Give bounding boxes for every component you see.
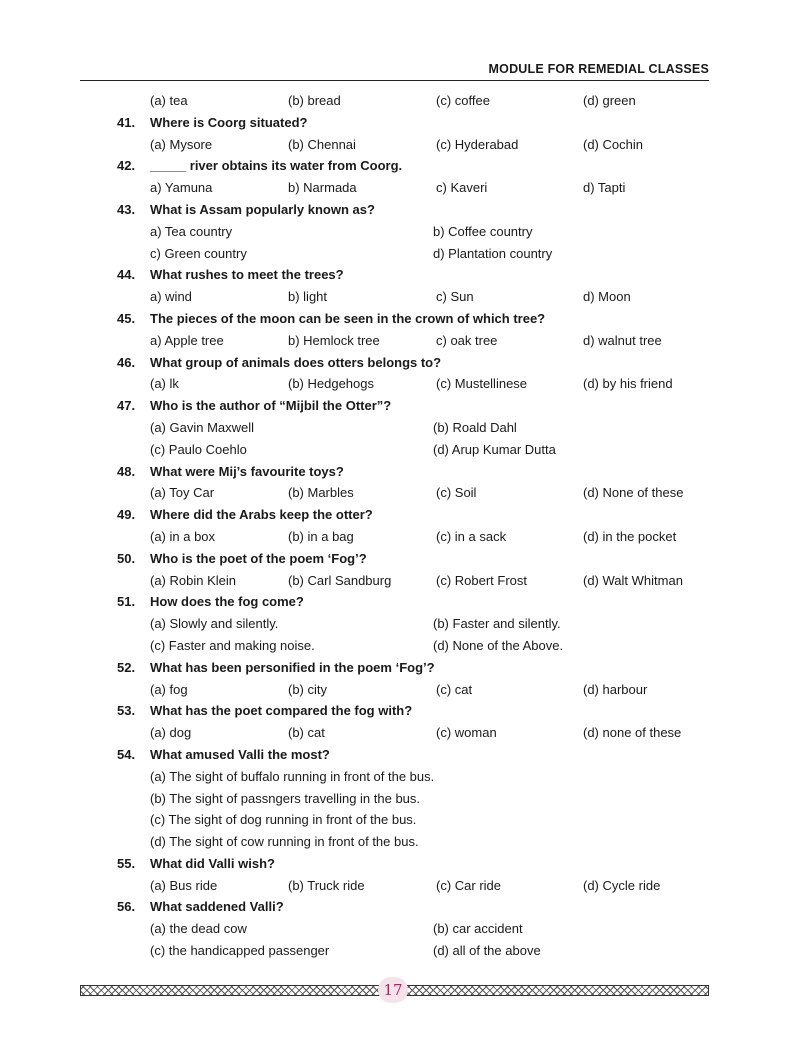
options-row — [0, 482, 787, 504]
answer-option: (c) Hyderabad — [436, 136, 519, 152]
answer-option: (b) The sight of passngers travelling in the bus. — [150, 790, 421, 806]
answer-option: (a) Mysore — [150, 136, 213, 152]
answer-option: (d) None of the Above. — [433, 637, 564, 653]
options-row — [0, 613, 787, 635]
answer-option: (b) Roald Dahl — [433, 419, 517, 435]
question-row — [0, 744, 787, 766]
question-text: What saddened Valli? — [150, 899, 284, 915]
answer-option: b) Coffee country — [433, 223, 533, 239]
answer-option: c) Kaveri — [436, 180, 488, 196]
options-row — [0, 526, 787, 548]
options-row — [0, 439, 787, 461]
question-row — [0, 504, 787, 526]
answer-option: (d) in the pocket — [583, 528, 677, 544]
options-row — [0, 286, 787, 308]
question-text: What has the poet compared the fog with? — [150, 703, 413, 719]
answer-option: b) Hemlock tree — [288, 332, 380, 348]
answer-option: (b) Marbles — [288, 485, 354, 501]
options-row — [0, 570, 787, 592]
options-row — [0, 177, 787, 199]
question-number: 42. — [117, 158, 136, 174]
answer-option: (c) coffee — [436, 93, 490, 108]
answer-option: (a) Toy Car — [150, 485, 215, 501]
options-row — [0, 788, 787, 810]
answer-option: (b) Faster and silently. — [433, 616, 561, 632]
answer-option: (b) cat — [288, 725, 325, 741]
question-number: 56. — [117, 899, 136, 915]
answer-option: (c) Robert Frost — [436, 572, 528, 588]
answer-option: (a) fog — [150, 681, 188, 697]
answer-option: d) Plantation country — [433, 245, 553, 261]
answer-option: c) Green country — [150, 245, 247, 261]
question-row — [0, 264, 787, 286]
answer-option: d) walnut tree — [583, 332, 662, 348]
answer-option: (c) Soil — [436, 485, 477, 501]
answer-option: (c) The sight of dog running in front of the bus. — [150, 812, 417, 828]
options-row — [0, 134, 787, 156]
answer-option: (c) Mustellinese — [436, 376, 528, 392]
question-row — [0, 548, 787, 570]
question-text: What amused Valli the most? — [150, 746, 330, 762]
question-number: 53. — [117, 703, 136, 719]
answer-option: a) wind — [150, 289, 192, 305]
options-row — [0, 635, 787, 657]
answer-option: (a) Slowly and silently. — [150, 616, 279, 632]
question-text: The pieces of the moon can be seen in the crown of which tree? — [150, 310, 546, 326]
answer-option: (c) cat — [436, 681, 473, 697]
answer-option: (b) Truck ride — [288, 877, 365, 893]
question-number: 41. — [117, 114, 136, 130]
answer-option: b) Narmada — [288, 180, 357, 196]
question-row — [0, 199, 787, 221]
question-text: What did Valli wish? — [150, 855, 275, 871]
question-number: 50. — [117, 550, 136, 566]
question-text: What were Mij’s favourite toys? — [150, 463, 344, 479]
answer-option: a) Yamuna — [150, 180, 213, 196]
question-text: What rushes to meet the trees? — [150, 267, 344, 283]
question-row — [0, 352, 787, 374]
answer-option: (c) Car ride — [436, 877, 502, 893]
options-row — [0, 875, 787, 897]
question-row — [0, 308, 787, 330]
answer-option: (d) Cochin — [583, 136, 643, 152]
answer-option: d) Moon — [583, 289, 631, 305]
answer-option: (b) Hedgehogs — [288, 376, 374, 392]
answer-option: (d) The sight of cow running in front of the bus. — [150, 834, 419, 850]
answer-option: (a) The sight of buffalo running in front of the bus. — [150, 768, 435, 784]
question-text: Who is the poet of the poem ‘Fog’? — [150, 550, 367, 566]
question-text: Where did the Arabs keep the otter? — [150, 507, 373, 523]
options-row — [0, 90, 787, 112]
question-row — [0, 461, 787, 483]
answer-option: (d) none of these — [583, 725, 682, 741]
answer-option: (d) None of these — [583, 485, 684, 501]
question-number: 46. — [117, 354, 136, 370]
question-text: Who is the author of “Mijbil the Otter”? — [150, 398, 392, 414]
answer-option: a) Apple tree — [150, 332, 224, 348]
question-number: 54. — [117, 746, 136, 762]
answer-option: (c) Faster and making noise. — [150, 637, 315, 653]
answer-option: (d) Cycle ride — [583, 877, 661, 893]
answer-option: (a) Bus ride — [150, 877, 218, 893]
question-text: What group of animals does otters belongs to? — [150, 354, 442, 370]
answer-option: (b) in a bag — [288, 528, 354, 544]
question-text: _____ river obtains its water from Coorg. — [150, 158, 403, 174]
question-number: 48. — [117, 463, 136, 479]
options-row — [0, 809, 787, 831]
question-row — [0, 112, 787, 134]
answer-option: (c) Paulo Coehlo — [150, 441, 247, 457]
question-text: Where is Coorg situated? — [150, 114, 308, 130]
running-header: MODULE FOR REMEDIAL CLASSES — [488, 62, 709, 76]
answer-option: (c) woman — [436, 725, 497, 741]
options-row — [0, 766, 787, 788]
header-divider — [80, 80, 709, 81]
answer-option: (c) the handicapped passenger — [150, 943, 330, 959]
answer-option: (a) dog — [150, 725, 192, 741]
options-row — [0, 373, 787, 395]
answer-option: (a) Robin Klein — [150, 572, 236, 588]
question-text: How does the fog come? — [150, 594, 304, 610]
question-row — [0, 395, 787, 417]
answer-option: (b) city — [288, 681, 327, 697]
answer-option: (a) in a box — [150, 528, 216, 544]
answer-option: b) light — [288, 289, 328, 305]
question-number: 43. — [117, 201, 136, 217]
answer-option: (d) green — [583, 93, 636, 108]
question-list — [0, 90, 787, 962]
question-row — [0, 700, 787, 722]
answer-option: (d) Walt Whitman — [583, 572, 683, 588]
answer-option: (d) Arup Kumar Dutta — [433, 441, 556, 457]
question-row — [0, 853, 787, 875]
question-number: 45. — [117, 310, 136, 326]
question-text: What is Assam popularly known as? — [150, 201, 375, 217]
answer-option: (b) bread — [288, 93, 341, 108]
answer-option: (a) tea — [150, 93, 188, 108]
options-row — [0, 330, 787, 352]
options-row — [0, 417, 787, 439]
answer-option: (a) lk — [150, 376, 179, 392]
answer-option: d) Tapti — [583, 180, 626, 196]
answer-option: (c) in a sack — [436, 528, 507, 544]
page-number: 17 — [378, 977, 408, 1003]
answer-option: (b) Carl Sandburg — [288, 572, 392, 588]
answer-option: (a) the dead cow — [150, 921, 247, 937]
question-row — [0, 155, 787, 177]
answer-option: (d) all of the above — [433, 943, 541, 959]
options-row — [0, 940, 787, 962]
answer-option: (d) harbour — [583, 681, 648, 697]
question-number: 44. — [117, 267, 136, 283]
options-row — [0, 831, 787, 853]
question-number: 49. — [117, 507, 136, 523]
answer-option: (d) by his friend — [583, 376, 673, 392]
question-number: 52. — [117, 659, 136, 675]
answer-option: (a) Gavin Maxwell — [150, 419, 255, 435]
question-number: 47. — [117, 398, 136, 414]
options-row — [0, 221, 787, 243]
options-row — [0, 679, 787, 701]
question-text: What has been personified in the poem ‘Fog’? — [150, 659, 435, 675]
answer-option: (b) car accident — [433, 921, 523, 937]
question-number: 55. — [117, 855, 136, 871]
question-row — [0, 657, 787, 679]
answer-option: (b) Chennai — [288, 136, 356, 152]
options-row — [0, 722, 787, 744]
question-number: 51. — [117, 594, 136, 610]
answer-option: c) Sun — [436, 289, 474, 305]
answer-option: c) oak tree — [436, 332, 498, 348]
question-row — [0, 896, 787, 918]
answer-option: a) Tea country — [150, 223, 233, 239]
options-row — [0, 243, 787, 265]
question-row — [0, 591, 787, 613]
options-row — [0, 918, 787, 940]
